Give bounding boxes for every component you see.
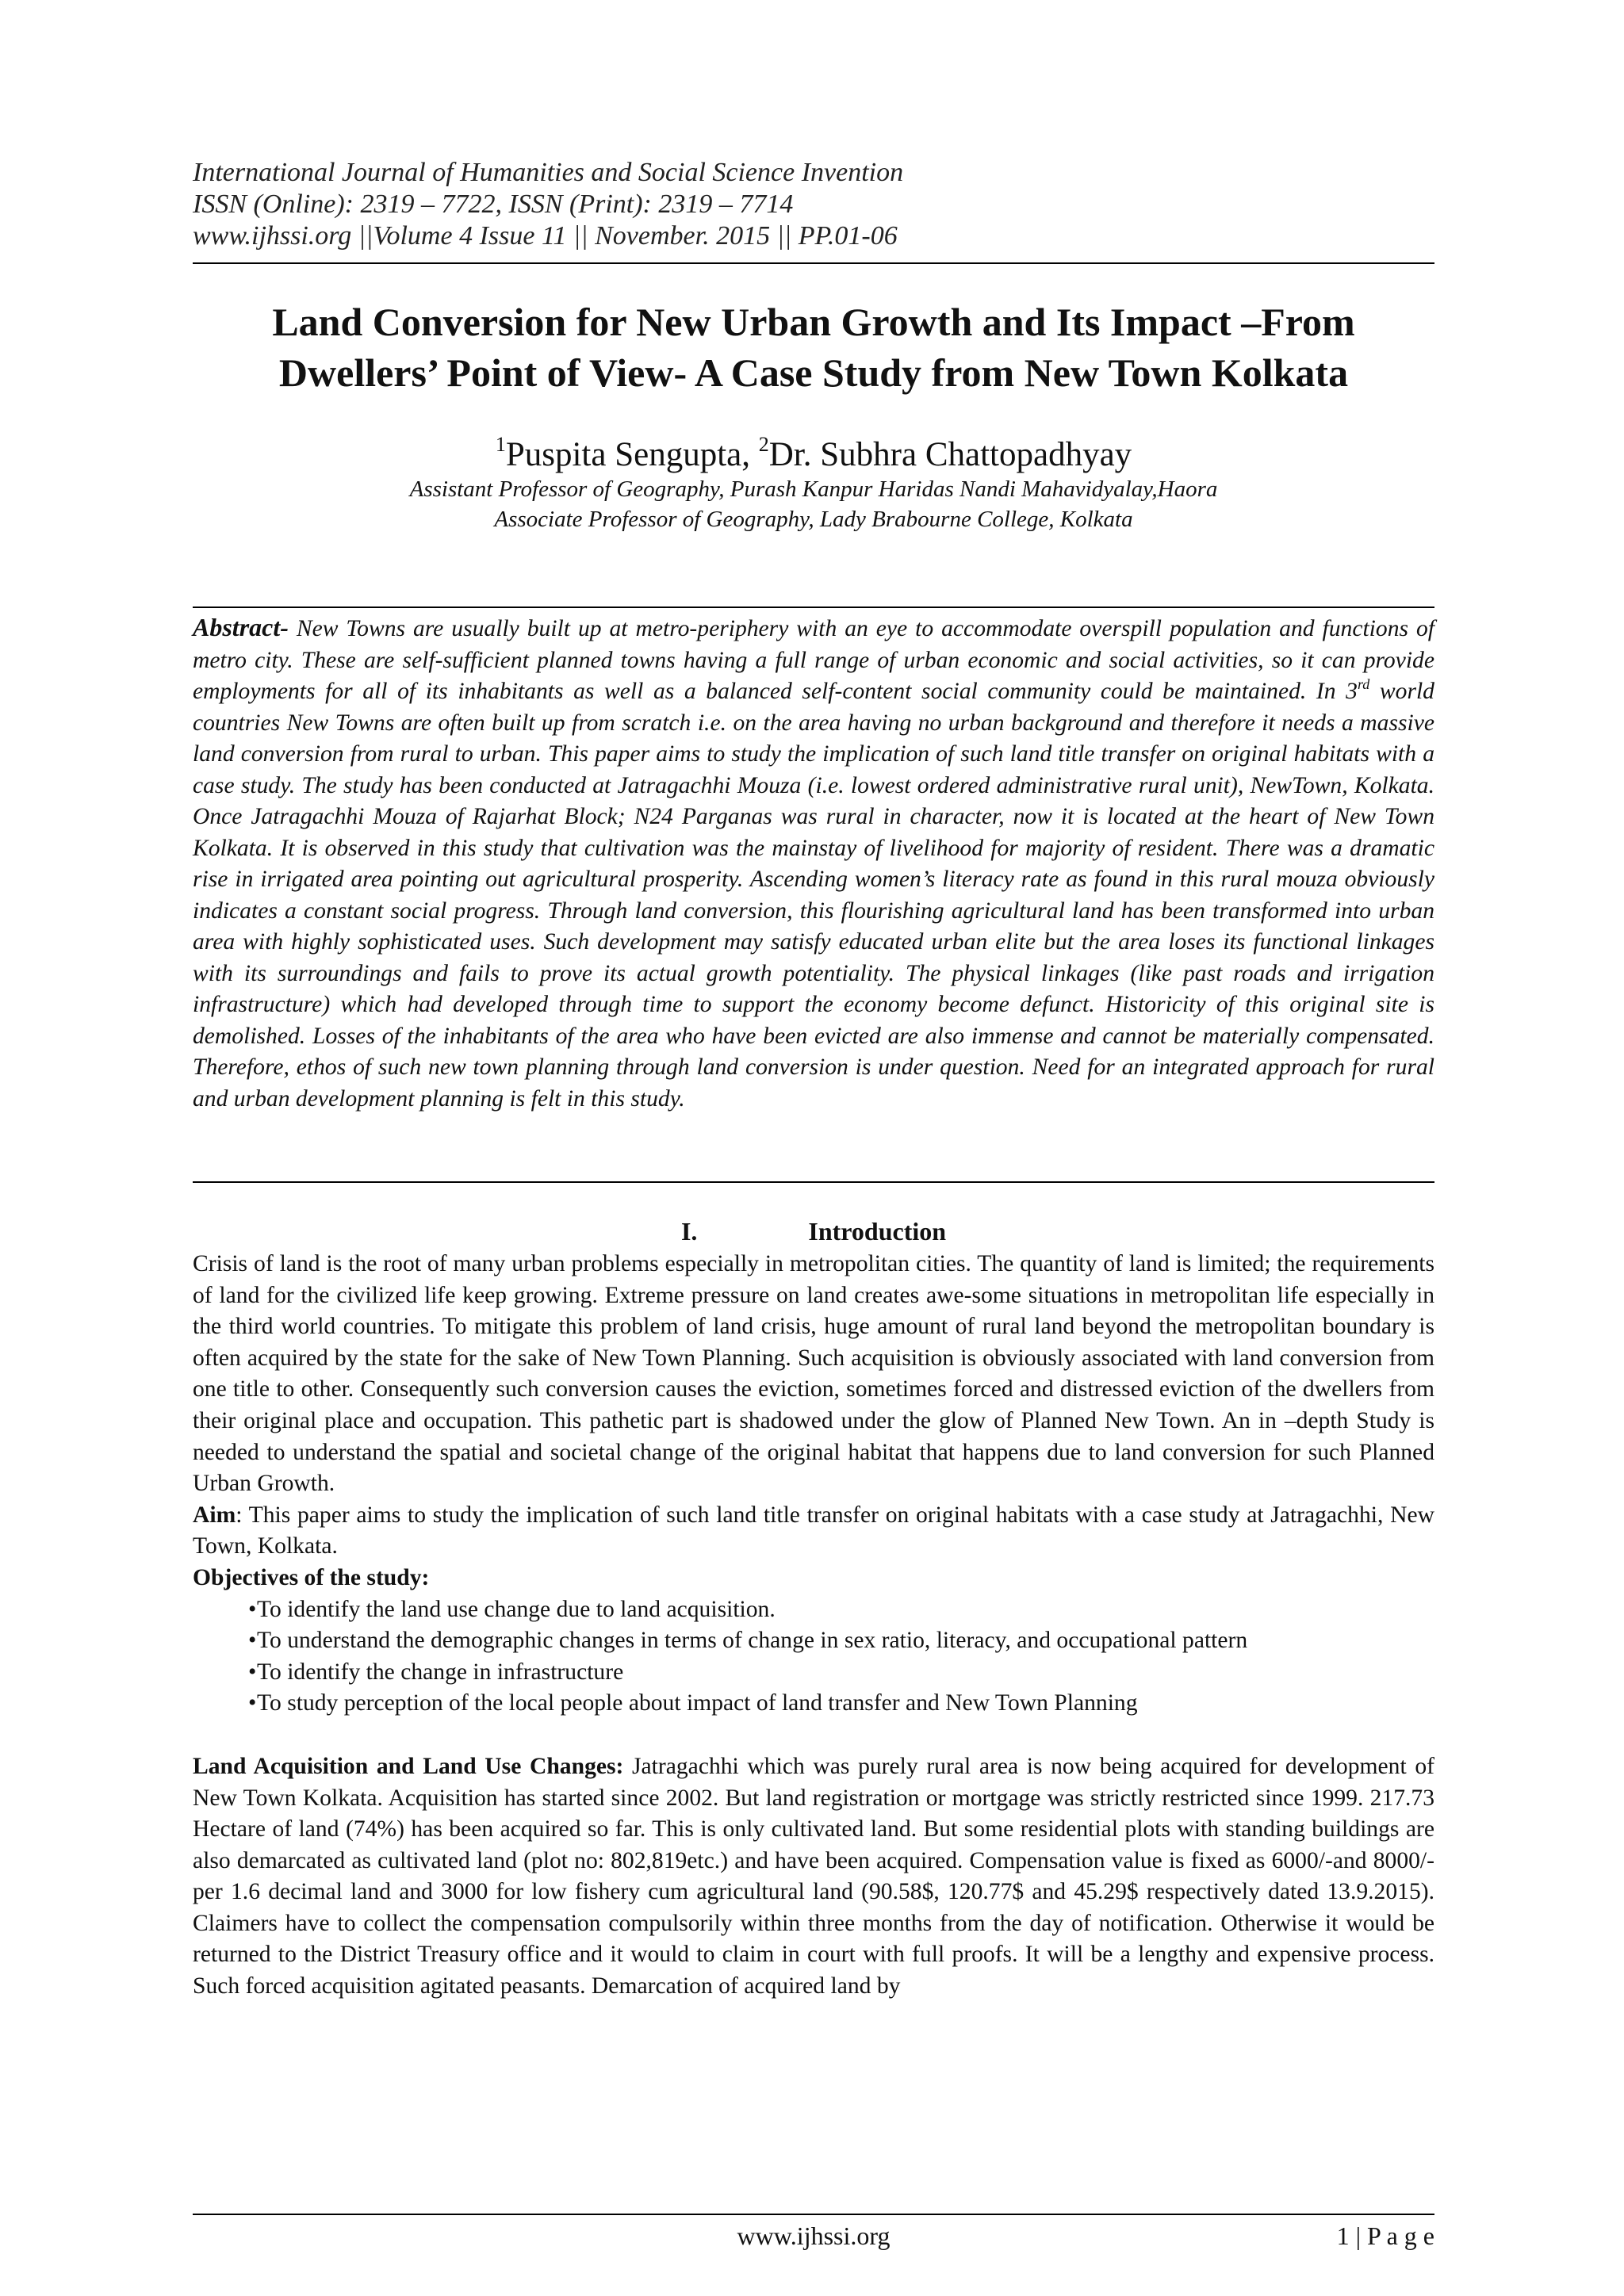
list-item xyxy=(193,1688,1434,1720)
abstract xyxy=(193,612,1434,1115)
title-line-1: Land Conversion for New Urban Growth and Its Impact –From xyxy=(272,300,1355,344)
list-item xyxy=(193,1625,1434,1657)
title-line-2: Dwellers’ Point of View- A Case Study from New Town Kolkata xyxy=(278,350,1349,395)
footer-site: www.ijhssi.org xyxy=(737,2221,891,2250)
objectives-label: Objectives of the study: xyxy=(193,1564,430,1590)
intro-paragraph: Crisis of land is the root of many urban problems especially in metropolitan cities. The quantity of land is limited; the requirements of land for the civilized life keep growing. Extreme pressure on land creates awe-some situations in metropolitan life especially in the third world countries. To mitigate this problem of land crisis, huge amount of rural land beyond the metropolitan boundary is often acquired by the state for the sake of New Town Planning. Such acquisition is obviously associated with land conversion from one title to other. Consequently such conversion causes the eviction, sometimes forced and distressed eviction of the dwellers from their original place and occupation. This pathetic part is shadowed under the glow of Planned New Town. An in –depth Study is needed to understand the spatial and societal change of the original habitat that happens due to land conversion for such Planned Urban Growth. xyxy=(193,1251,1434,1497)
abstract-rule-bottom xyxy=(193,1181,1434,1183)
affiliation-1: Assistant Professor of Geography, Purash Kanpur Haridas Nandi Mahavidyalay,Haora xyxy=(409,476,1218,502)
journal-name: International Journal of Humanities and Social Science Invention xyxy=(193,158,904,187)
objectives-heading xyxy=(193,1563,1434,1594)
landuse-text: Jatragachhi which was purely rural area is now being acquired for development of New Town Kolkata. Acquisition has started since 2002. But land registration or mortgage was strictly restricted since 1999. 217.73 Hectare of land (74%) has been acquired so far. This is only cultivated land. But some residential plots with standing buildings are also demarcated as cultivated land (plot no: 802,819etc.) and have been acquired. Compensation value is fixed as 6000/-and 8000/-per 1.6 decimal land and 3000 for low fishery cum agricultural land (90.58$, 120.77$ and 45.29$ respectively dated 13.9.2015). Claimers have to collect the compensation compulsorily within three months from the day of notification. Otherwise it would be returned to the District Treasury office and it would to claim in court with full proofs. It will be a lengthy and expensive process. Such forced acquisition agitated peasants. Demarcation of acquired land by xyxy=(193,1753,1434,1999)
list-item xyxy=(193,1594,1434,1626)
footer-rule xyxy=(193,2214,1434,2215)
journal-volume: www.ijhssi.org ||Volume 4 Issue 11 || November. 2015 || PP.01-06 xyxy=(193,221,898,251)
page-number: 1 | P a g e xyxy=(1336,2221,1434,2250)
objective-text: To identify the change in infrastructure xyxy=(257,1659,624,1685)
abstract-text-2: world countries New Towns are often built up from scratch i.e. on the area having no urban background and therefore it needs a massive land conversion from rural to urban. This paper aims to study the implication of such land title transfer on original habitats with a case study. The study has been conducted at Jatragachhi Mouza (i.e. lowest ordered administrative rural unit), NewTown, Kolkata. Once Jatragachhi Mouza of Rajarhat Block; N24 Parganas was rural in character, now it is located at the heart of New Town Kolkata. It is observed in this study that cultivation was the mainstay of livelihood for majority of resident. There was a dramatic rise in irrigated area pointing out agricultural prosperity. Ascending women’s literacy rate as found in this rural mouza obviously indicates a constant social progress. Through land conversion, this flourishing agricultural land has been transformed into urban area with highly sophisticated uses. Such development may satisfy educated urban elite but the area loses its functional linkages with its surroundings and fails to prove its actual growth potentiality. The physical linkages (like past roads and irrigation infrastructure) which had developed through time to support the economy become defunct. Historicity of this original site is demolished. Losses of the inhabitants of the area who have been evicted are also immense and cannot be materially compensated. Therefore, ethos of such new town planning through land conversion is under question. Need for an integrated approach for rural and urban development planning is felt in this study. xyxy=(193,679,1434,1112)
abstract-superscript: rd xyxy=(1357,676,1370,692)
author-1-name: Puspita Sengupta, xyxy=(505,436,759,473)
introduction-body xyxy=(193,1249,1434,2003)
abstract-label: Abstract- xyxy=(193,613,289,641)
objective-text: To understand the demographic changes in terms of change in sex ratio, literacy, and occupational pattern xyxy=(257,1628,1248,1654)
affiliation-2: Associate Professor of Geography, Lady Brabourne College, Kolkata xyxy=(494,507,1133,532)
abstract-rule-top xyxy=(193,607,1434,608)
author-2-mark: 2 xyxy=(758,433,769,456)
affiliations xyxy=(193,474,1434,534)
objectives-list xyxy=(193,1594,1434,1720)
author-2-name: Dr. Subhra Chattopadhyay xyxy=(768,436,1132,473)
paragraph-spacer xyxy=(193,1720,1434,1751)
landuse-paragraph xyxy=(193,1751,1434,2003)
journal-header xyxy=(193,157,1434,252)
objective-text: To study perception of the local people about impact of land transfer and New Town Planning xyxy=(257,1690,1138,1716)
aim-paragraph xyxy=(193,1500,1434,1563)
author-line xyxy=(193,425,1434,475)
aim-text: : This paper aims to study the implication of such land title transfer on original habitats with a case study at Jatragachhi, New Town, Kolkata. xyxy=(193,1502,1434,1559)
section-number: I. xyxy=(680,1217,698,1246)
landuse-label: Land Acquisition and Land Use Changes: xyxy=(193,1753,624,1779)
header-rule xyxy=(193,262,1434,264)
section-title: Introduction xyxy=(808,1217,947,1246)
abstract-text-1: New Towns are usually built up at metro-periphery with an eye to accommodate overspill population and functions of metro city. These are self-sufficient planned towns having a full range of urban economic and social activities, so it can provide employments for all of its inhabitants as well as a balanced self-content social community could be maintained. In 3 xyxy=(193,616,1434,704)
author-1-mark: 1 xyxy=(495,433,506,456)
section-heading xyxy=(193,1215,1434,1247)
objective-text: To identify the land use change due to land acquisition. xyxy=(257,1596,776,1622)
journal-issn: ISSN (Online): 2319 – 7722, ISSN (Print): 2319 – 7714 xyxy=(193,189,794,219)
aim-label: Aim xyxy=(193,1502,236,1528)
paper-title xyxy=(193,297,1434,398)
list-item xyxy=(193,1657,1434,1689)
